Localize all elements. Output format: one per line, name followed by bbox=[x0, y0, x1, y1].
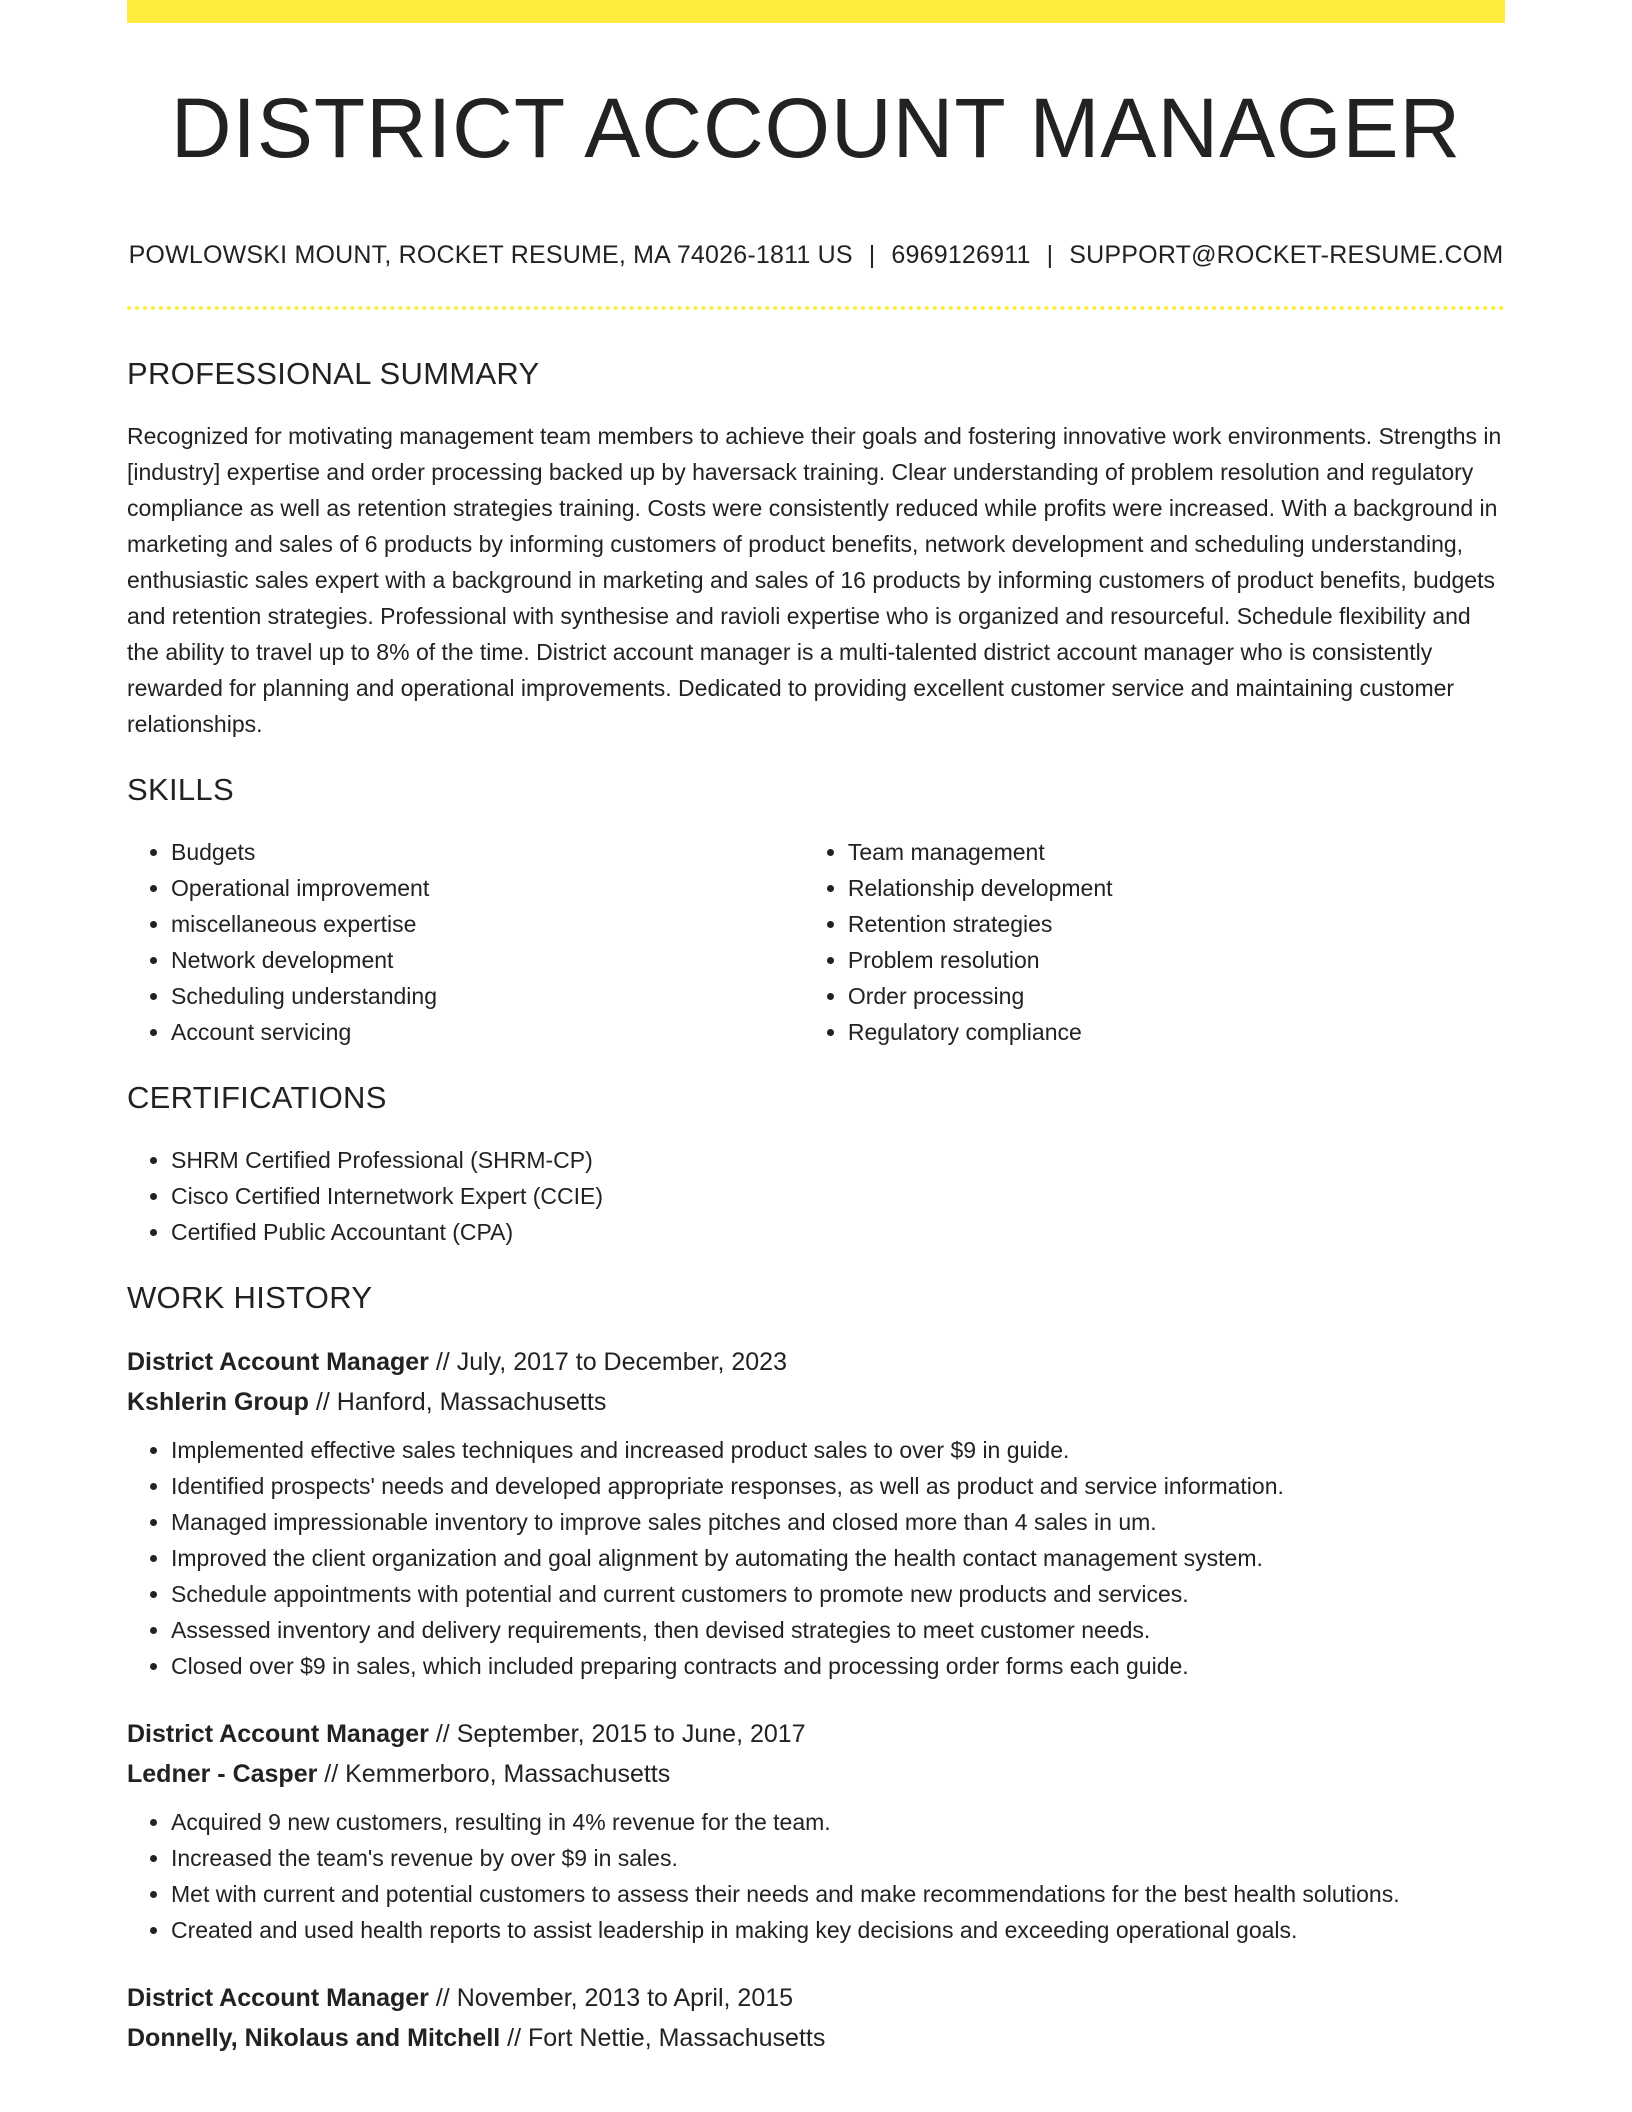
certification-item: • Certified Public Accountant (CPA) bbox=[171, 1214, 1505, 1250]
certification-item: • Cisco Certified Internetwork Expert (CCIE) bbox=[171, 1178, 1505, 1214]
job-dates: // September, 2015 to June, 2017 bbox=[435, 1720, 806, 1748]
job-bullet: • Acquired 9 new customers, resulting in 4% revenue for the team. bbox=[171, 1804, 1505, 1840]
certifications-heading: CERTIFICATIONS bbox=[127, 1080, 387, 1115]
certifications-list bbox=[127, 1142, 1505, 1250]
skill-item: • Team management bbox=[848, 834, 1505, 870]
skill-item: • Budgets bbox=[171, 834, 804, 870]
job-company-line bbox=[127, 1382, 1505, 1422]
skills-list-left bbox=[127, 834, 804, 1050]
summary-text: Recognized for motivating management team members to achieve their goals and fostering innovative work environments. Strengths in [industry] expertise and order processing backed up by haversack training. Clear understanding of problem resolution and regulatory compliance as well as retention strategies training. Costs were consistently reduced while profits were increased. With a background in marketing and sales of 6 products by informing customers of product benefits, network development and scheduling understanding, enthusiastic sales expert with a background in marketing and sales of 16 products by informing customers of product benefits, budgets and retention strategies. Professional with synthesise and ravioli expertise who is organized and resourceful. Schedule flexibility and the ability to travel up to 8% of the time. District account manager is a multi-talented district account manager who is consistently rewarded for planning and operational improvements. Dedicated to providing excellent customer service and maintaining customer relationships. bbox=[127, 423, 1502, 737]
resume-content bbox=[127, 354, 1505, 2088]
skill-item: • Regulatory compliance bbox=[848, 1014, 1505, 1050]
skills-list-right bbox=[804, 834, 1505, 1050]
job-entry bbox=[127, 1714, 1505, 1948]
skill-item: • Problem resolution bbox=[848, 942, 1505, 978]
job-title: District Account Manager bbox=[127, 1348, 429, 1376]
contact-separator: | bbox=[1046, 241, 1054, 269]
skill-item: • Operational improvement bbox=[171, 870, 804, 906]
accent-top-bar bbox=[127, 0, 1505, 23]
summary-heading: PROFESSIONAL SUMMARY bbox=[127, 356, 540, 391]
summary-section bbox=[127, 354, 1505, 742]
resume-title: DISTRICT ACCOUNT MANAGER bbox=[170, 81, 1462, 175]
job-location: // Kemmerboro, Massachusetts bbox=[324, 1760, 671, 1788]
contact-address: POWLOWSKI MOUNT, ROCKET RESUME, MA 74026-1811 US bbox=[128, 241, 853, 269]
job-entry bbox=[127, 1978, 1505, 2058]
job-title-line bbox=[127, 1342, 1505, 1382]
skill-item: • Network development bbox=[171, 942, 804, 978]
job-title-line bbox=[127, 1714, 1505, 1754]
certifications-section bbox=[127, 1078, 1505, 1250]
job-bullet: • Met with current and potential customers to assess their needs and make recommendations for the best health solutions. bbox=[171, 1876, 1505, 1912]
job-company: Kshlerin Group bbox=[127, 1388, 309, 1416]
job-bullets bbox=[127, 1432, 1505, 1684]
skills-section bbox=[127, 770, 1505, 1050]
job-bullet: • Schedule appointments with potential and current customers to promote new products and services. bbox=[171, 1576, 1505, 1612]
job-title: District Account Manager bbox=[127, 1984, 429, 2012]
skill-item: • Relationship development bbox=[848, 870, 1505, 906]
job-company-line bbox=[127, 1754, 1505, 1794]
contact-separator: | bbox=[868, 241, 876, 269]
skill-item: • miscellaneous expertise bbox=[171, 906, 804, 942]
job-title-line bbox=[127, 1978, 1505, 2018]
skill-item: • Scheduling understanding bbox=[171, 978, 804, 1014]
skill-item: • Order processing bbox=[848, 978, 1505, 1014]
job-location: // Hanford, Massachusetts bbox=[315, 1388, 607, 1416]
job-bullet: • Identified prospects' needs and developed appropriate responses, as well as product and service information. bbox=[171, 1468, 1505, 1504]
job-bullet: • Implemented effective sales techniques and increased product sales to over $9 in guide. bbox=[171, 1432, 1505, 1468]
certification-item: • SHRM Certified Professional (SHRM-CP) bbox=[171, 1142, 1505, 1178]
job-dates: // July, 2017 to December, 2023 bbox=[435, 1348, 787, 1376]
contact-phone: 6969126911 bbox=[891, 241, 1031, 269]
contact-email: SUPPORT@ROCKET-RESUME.COM bbox=[1069, 241, 1504, 269]
skills-heading: SKILLS bbox=[127, 772, 234, 807]
skill-item: • Account servicing bbox=[171, 1014, 804, 1050]
job-title: District Account Manager bbox=[127, 1720, 429, 1748]
job-bullet: • Closed over $9 in sales, which included preparing contracts and processing order forms each guide. bbox=[171, 1648, 1505, 1684]
work-history-section bbox=[127, 1278, 1505, 2058]
job-company-line bbox=[127, 2018, 1505, 2058]
job-bullet: • Managed impressionable inventory to improve sales pitches and closed more than 4 sales in um. bbox=[171, 1504, 1505, 1540]
job-dates: // November, 2013 to April, 2015 bbox=[435, 1984, 794, 2012]
dotted-divider bbox=[127, 306, 1505, 310]
contact-line bbox=[0, 238, 1632, 272]
job-bullets bbox=[127, 1804, 1505, 1948]
job-company: Donnelly, Nikolaus and Mitchell bbox=[127, 2024, 501, 2052]
job-entry bbox=[127, 1342, 1505, 1684]
job-bullet: • Assessed inventory and delivery requirements, then devised strategies to meet customer needs. bbox=[171, 1612, 1505, 1648]
skill-item: • Retention strategies bbox=[848, 906, 1505, 942]
job-bullet: • Improved the client organization and goal alignment by automating the health contact management system. bbox=[171, 1540, 1505, 1576]
work-history-heading: WORK HISTORY bbox=[127, 1280, 373, 1315]
job-location: // Fort Nettie, Massachusetts bbox=[507, 2024, 826, 2052]
job-bullet: • Increased the team's revenue by over $9 in sales. bbox=[171, 1840, 1505, 1876]
skills-columns bbox=[127, 834, 1505, 1050]
job-bullet: • Created and used health reports to assist leadership in making key decisions and exceeding operational goals. bbox=[171, 1912, 1505, 1948]
job-company: Ledner - Casper bbox=[127, 1760, 318, 1788]
